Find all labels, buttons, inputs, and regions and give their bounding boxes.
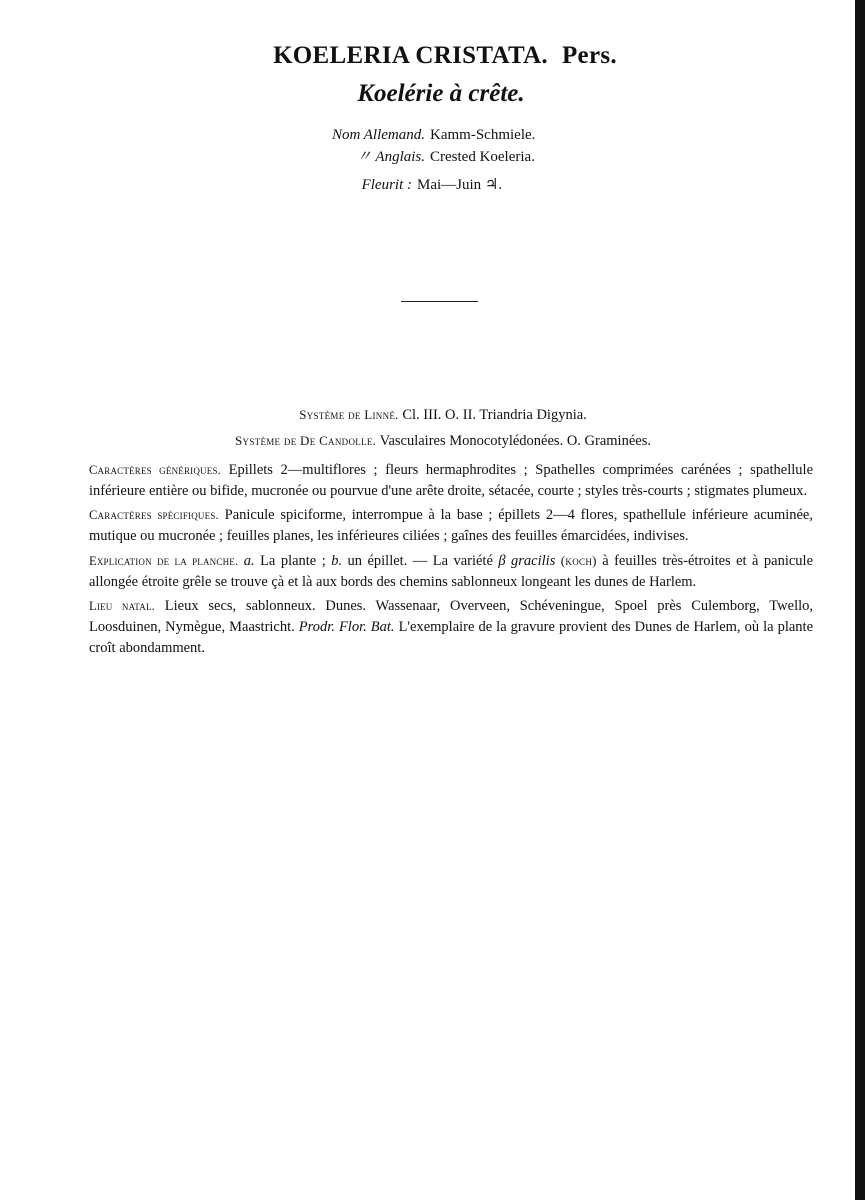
plate-text-1: La plante ; — [260, 553, 326, 569]
plate-text-3: à feuilles très-étroites et à panicule allongée étroite grêle se trouve çà et là aux bords des chemins sablonneux longeant les dunes de Harlem. — [89, 553, 814, 590]
french-common-name: Koelérie à crête. — [357, 80, 525, 107]
linne-system-line — [0, 402, 865, 428]
candolle-system-line — [0, 428, 865, 454]
german-name-label: Nom Allemand. — [331, 127, 425, 143]
plate-explanation-paragraph — [89, 550, 813, 593]
habitat-text-1: Lieux secs, sablonneux. Dunes. Wassenaar, Overveen, Schéveningue, Spoel près Culemborg, Twello, Loosduinen, Nymègue, Maastricht. — [89, 598, 813, 635]
habitat-label: Lieu natal. — [89, 599, 155, 613]
german-name-row — [300, 124, 535, 146]
english-name-value: Crested Koeleria. — [430, 149, 535, 165]
plate-figure-a: a. — [243, 553, 255, 569]
habitat-paragraph — [89, 596, 813, 659]
divider-rule — [401, 301, 478, 302]
species-author: Pers. — [561, 42, 617, 69]
plate-explanation-label: Explication de la planche. — [89, 554, 239, 568]
linne-system-label: Système de Linné. — [299, 407, 399, 422]
flowering-row — [300, 174, 535, 196]
specific-characters-paragraph — [89, 505, 813, 547]
habitat-reference: Prodr. Flor. Bat. — [298, 619, 395, 635]
generic-characters-text: Epillets 2—multiflores ; fleurs hermaphrodites ; Spathelles comprimées carénées ; spathellule inférieure entière ou bifide, mucronée ou pourvue d'une arête droite, sétacée, courte ; styles très-courts ; stigmates plumeux. — [89, 462, 814, 499]
candolle-system-label: Système de De Candolle. — [235, 433, 377, 448]
habitat-text-2: L'exemplaire de la gravure provient des Dunes de Harlem, où la plante croît abondamment. — [89, 619, 814, 656]
description-body — [89, 460, 813, 662]
english-name-label: 〃 Anglais. — [356, 149, 425, 165]
specific-characters-text: Panicule spiciforme, interrompue à la base ; épillets 2—4 flores, spathellule inférieure acuminée, mutique ou mucronée ; feuilles planes, les inférieures ciliées ; gaînes des feuilles émarcidées, indivises. — [89, 507, 813, 544]
plate-text-2: un épillet. — La variété — [347, 553, 493, 569]
classification-systems — [0, 402, 865, 454]
flowering-value: Mai—Juin ♃. — [417, 177, 503, 193]
plate-variety-name: β gracilis — [498, 553, 556, 569]
linne-system-value: Cl. III. O. II. Triandria Digynia. — [402, 407, 587, 423]
species-name: KOELERIA CRISTATA. — [273, 42, 548, 69]
specific-characters-label: Caractères spécifiques. — [89, 508, 219, 522]
generic-characters-paragraph — [89, 460, 813, 502]
generic-characters-label: Caractères génériques. — [89, 463, 221, 477]
plate-figure-b: b. — [331, 553, 343, 569]
scan-edge-border — [855, 0, 865, 1200]
page-title — [0, 42, 865, 70]
flowering-label: Fleurit : — [361, 177, 412, 193]
common-names-block — [300, 124, 535, 196]
german-name-value: Kamm-Schmiele. — [430, 127, 536, 143]
candolle-system-value: Vasculaires Monocotylédonées. O. Graminées. — [379, 433, 651, 449]
plate-variety-author: (koch) — [560, 553, 597, 568]
english-name-row — [300, 146, 535, 168]
